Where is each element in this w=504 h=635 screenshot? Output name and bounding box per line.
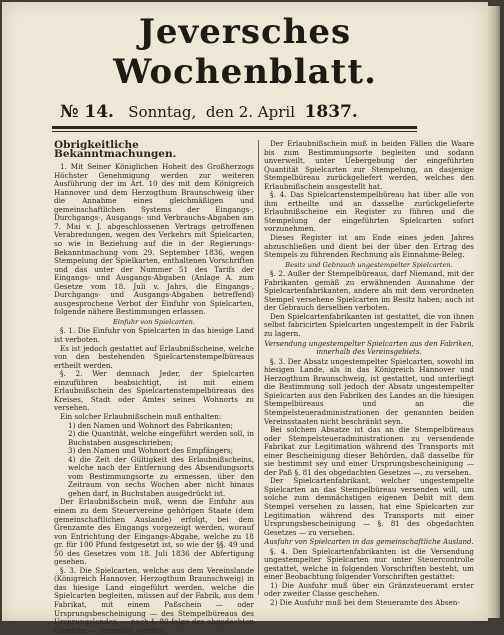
- paragraph: 2) Die Ausfuhr muß bei dem Steueramte des Absen-: [270, 597, 460, 607]
- right-column: [264, 140, 474, 608]
- paragraph: 1) Die Ausfuhr muß über ein Gränzsteueramt erster oder zweiter Classe geschehen.: [264, 580, 474, 599]
- paragraph: Bei solchem Absatze ist das an die Stempelbüreaus oder Stempelsteueradministrationen zu versendende Fabrikat zur Legitimation während des Transports mit einer Bescheinigung dieser Behörden, daß dasselbe für sie bestimmt sey und einer Ursprungsbescheinigung — der Paß §. 81 des obgedachten Gesetzes —, zu versehen.: [264, 425, 474, 477]
- section-heading: Obrigkeitliche Bekanntmachungen.: [54, 139, 177, 160]
- newspaper-page: [2, 2, 488, 635]
- paragraph: Den Spielcartenfabrikanten ist gestattet, die von ihnen selbst fabricirten Spielcarten ungestempelt in der Fabrik zu lagern.: [264, 311, 474, 339]
- paragraph: Der Erlaubnißschein muß, wenn die Einfuhr aus einem zu dem Steuervereine gehörigen Staate (dem gemeinschaftlichen Auslande) erfolgt, bei dem Grenzamte des Eingangs vorgezeigt werden, worauf von Entrichtung der Eingangs-Abgabe, welche zu 18 gr. für 100 Pfund festgesetzt ist, so wie der §§. 49 und 50 des Gesetzes vom 18. Juli 1836 der Abfertigung gesehen.: [54, 497, 254, 567]
- masthead-title: Jeversches Wochenblatt.: [113, 12, 377, 92]
- page-edge: [488, 6, 500, 618]
- paragraph: Es ist jedoch gestattet auf Erlaubnißscheine, welche von den bestehenden Spielcartenstempelbüreaus ertheilt werden.: [54, 343, 254, 370]
- paragraph: Dieses Register ist am Ende eines jeden Jahres abzuschließen und dient bei der über den Ertrag des Stempels zu führenden Rechnung als Einnahme-Beleg.: [264, 233, 474, 260]
- paragraph: §. 2. Außer der Stempelbüreaus, darf Niemand, mit der Fabrikanten gemäß zu erwähnenden Ausnahme der Spielcartenfabrikanten, andere als mit dem verordneten Stempel versehene Spielcarten im Besitz haben; auch ist der Gebrauch derselben verboten.: [264, 269, 474, 313]
- subheading: Besitz und Gebrauch ungestempelter Spielcarten.: [285, 260, 453, 269]
- paragraph: §. 3. Der Absatz ungestempelter Spielcarten, sowohl im hiesigen Lande, als in das Königreich Hannover und Herzogthum Braunschweig, ist gestattet, und unterliegt die Bestimmung soll jedoch der Absatz ungestempelter Spielcarten aus den Fabriken des Landes an die hiesigen Stempelbüreaus und an die Stempelsteueradministrationen der genannten beiden Vereinsstaaten nicht beschränkt seyn.: [264, 356, 474, 426]
- issue-date: den 2. April: [205, 103, 295, 121]
- paragraph: Ein solcher Erlaubnißschein muß enthalten:: [60, 411, 222, 421]
- header-rule-thin: [52, 131, 417, 132]
- subheading: Versendung ungestempelter Spielcarten aus den Fabriken, innerhalb des Vereinsgebiets.: [264, 339, 474, 357]
- issue-year: 1837.: [304, 102, 358, 122]
- subheading: Ausfuhr von Spielcarten in das gemeinschaftliche Ausland.: [264, 538, 474, 547]
- paragraph: Der Spielcartenfabrikant, welcher ungestempelte Spielcarten an das Stempelbüreau versenden will, um solche zum demnächstigen eigenen Debit mit dem Stempel versehen zu lassen, hat eine Spielcarten zur Legitimation während des Transports mit einer Ursprungsbescheinigung — §. 81 des obgedachten Gesetzes — zu versehen.: [264, 476, 474, 537]
- paragraph: 1. Mit Seiner Königlichen Hoheit des Großherzogs Höchster Genehmigung werden zur weiteren Ausführung der im Art. 10 des mit dem Königreich Hannover und dem Herzogthum Braunschweig über die Annahme eines gleichmäßigen und gemeinschaftlichen Systems der Eingangs-, Durchgangs-, Ausgangs- und Verbrauchs-Abgaben am 7. Mai v. J. abgeschlossenen Vertrags getroffenen Verabredungen, wegen des Verkehrs mit Spielcarten, so wie in Beziehung auf die in der Regierungs-Bekanntmachung vom 29. September 1836, wegen Stempelung der Spielkarten, enthaltenen Vorschriften und das unter der Nummer 51 des Tarifs der Eingangs- und Ausgangs-Abgaben (Anlage A. zum Gesetze vom 18. Juli v. Jahrs, die Eingangs-, Durchgangs- und Ausgangs-Abgaben betreffend) ausgesprochene Verbot der Einfuhr von Spielcarten, folgende nähere Bestimmungen erlassen.: [54, 162, 254, 317]
- subheading: Einfuhr von Spielcarten.: [113, 317, 195, 326]
- paragraph: §. 4. Das Spielcartenstempelbüreau hat über alle von ihm ertheilte und an dasselbe zurückgelieferte Erlaubnißscheine ein Register zu führen und die Stempelung der eingeführten Spielcarten sofort vorzunehmen.: [264, 190, 474, 234]
- list-item: 3) den Namen und Wohnort des Empfängers;: [68, 446, 234, 456]
- paragraph: Der Erlaubnißschein muß in beiden Fällen die Waare bis zum Bestimmungsorte begleiten und sodann unverweilt, unter Uebergebung der eingeführten Quantität Spielcarten zur Stempelung, an dasjenige Stempelbüreau zurückgeliefert werden, welches den Erlaubnißschein ausgestellt hat.: [264, 139, 474, 191]
- list-item: 2) die Quantität, welche eingeführt werden soll, in Buchstaben ausgeschrieben;: [68, 429, 254, 447]
- left-column: [54, 140, 254, 635]
- column-divider: [258, 140, 259, 595]
- issue-weekday: Sonntag,: [128, 103, 197, 121]
- paragraph: §. 4. Den Spielcartenfabrikanten ist die Versendung ungestempelter Spielcarten nur unter Steuercontrolle gestattet, welche in folgenden Vorschriften besteht, um einer Beobachtung folgender Vorschriften gestattet:: [264, 546, 474, 582]
- header-rule-thick: [52, 126, 417, 129]
- paragraph: §. 3. Die Spielcarten, welche aus dem Vereinslande (Königreich Hannover, Herzogthum Braunschweig) in das hiesige Land eingeführt werden, welche die Spielcarten begleiten, müssen auf der Fabrik, aus dem Fabrikat, mit einem Paßschein — oder Ursprungsbescheinigung — des Stempelbüreaus des Ursprungslandes, — nach §. 80 folge des obgedachten Gesetzes —, versehen werden.: [54, 565, 254, 635]
- paragraph: §. 2. Wer demnach Jeder, der Spielcarten einzuführen beabsichtigt, ist mit einem Erlaubnißschein des Spielcartenstempelbüreaus des Kreises, Stadt oder Amtes seines Wohnorts zu versehen.: [54, 369, 254, 413]
- issue-dateline: [60, 102, 420, 128]
- issue-number: № 14.: [60, 102, 114, 122]
- list-item: 4) die Zeit der Gültigkeit des Erlaubnißscheins, welche nach der Entfernung des Absendungsorts vom Bestimmungsorte zu ermessen, über den Zeitraum von sechs Wochen aber nicht hinaus gehen darf, in Buchstaben ausgedrückt ist.: [68, 454, 254, 498]
- paragraph: §. 1. Die Einfuhr von Spielcarten in das hiesige Land ist verboten.: [54, 326, 254, 345]
- list-item: 1) den Namen und Wohnort des Fabrikanten;: [68, 420, 233, 430]
